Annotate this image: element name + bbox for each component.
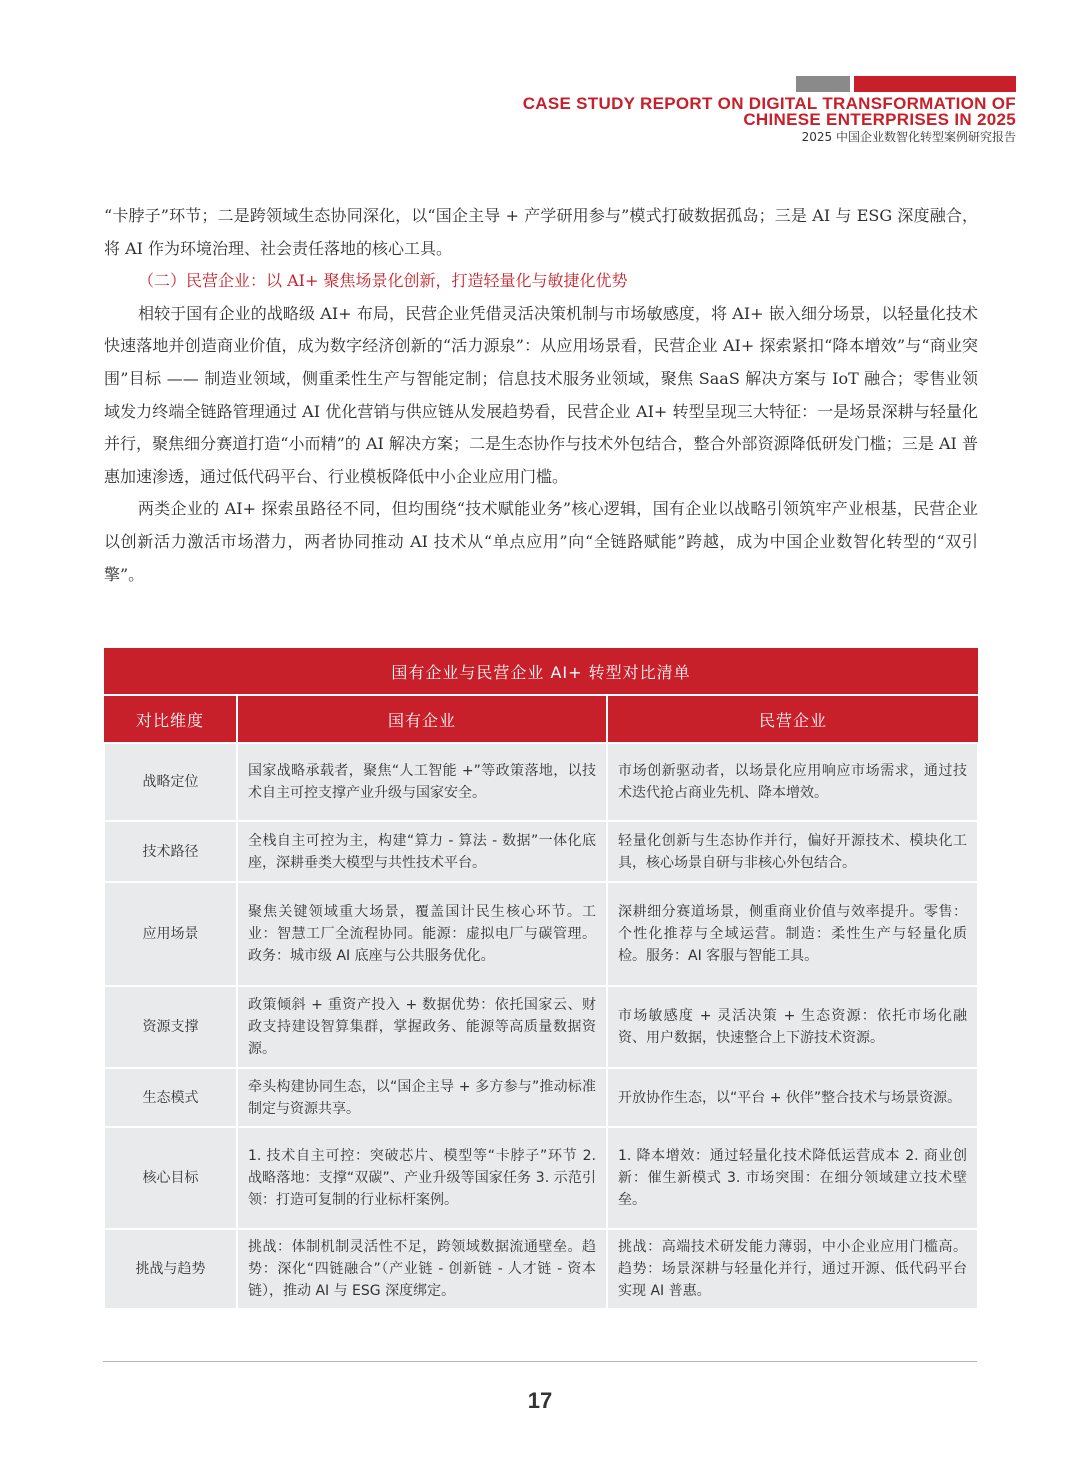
row-dimension: 应用场景 [104,882,237,986]
row-private-cell: 市场敏感度 + 灵活决策 + 生态资源：依托市场化融资、用户数据，快速整合上下游技术资源。 [607,986,978,1068]
header-red-bar [854,76,1016,92]
row-private-cell: 1. 降本增效：通过轻量化技术降低运营成本 2. 商业创新：催生新模式 3. 市场突围：在细分领域建立技术壁垒。 [607,1127,978,1229]
report-header [523,96,1016,144]
row-dimension: 资源支撑 [104,986,237,1068]
row-private-cell: 轻量化创新与生态协作并行，偏好开源技术、模块化工具，核心场景自研与非核心外包结合。 [607,821,978,882]
row-private-cell: 挑战：高端技术研发能力薄弱，中小企业应用门槛高。趋势：场景深耕与轻量化并行，通过开源、低代码平台实现 AI 普惠。 [607,1229,978,1309]
row-soe-cell: 国家战略承载者，聚焦“人工智能 +”等政策落地，以技术自主可控支撑产业升级与国家安全。 [237,743,607,821]
row-soe-cell: 政策倾斜 + 重资产投入 + 数据优势：依托国家云、财政支持建设智算集群，掌握政务、能源等高质量数据资源。 [237,986,607,1068]
row-soe-cell: 挑战：体制机制灵活性不足，跨领域数据流通壁垒。趋势：深化“四链融合”（产业链 - 创新链 - 人才链 - 资本链），推动 AI 与 ESG 深度绑定。 [237,1229,607,1309]
row-dimension: 战略定位 [104,743,237,821]
table-row [104,821,978,882]
header-decoration [796,76,1016,92]
row-dimension: 技术路径 [104,821,237,882]
section-heading: （二）民营企业：以 AI+ 聚焦场景化创新，打造轻量化与敏捷化优势 [138,271,628,291]
table-row [104,882,978,986]
row-dimension: 挑战与趋势 [104,1229,237,1309]
page-number: 17 [527,1388,553,1413]
row-soe-cell: 牵头构建协同生态，以“国企主导 + 多方参与”推动标准制定与资源共享。 [237,1068,607,1127]
header-gray-bar [796,76,850,92]
footer-divider [103,1361,977,1362]
paragraph-3: 两类企业的 AI+ 探索虽路径不同，但均围绕“技术赋能业务”核心逻辑，国有企业以战略引领筑牢产业根基，民营企业以创新活力激活市场潜力，两者协同推动 AI 技术从“单点应用”向“全链路赋能”跨越，成为中国企业数智化转型的“双引擎”。 [104,499,978,584]
paragraph-2: 相较于国有企业的战略级 AI+ 布局，民营企业凭借灵活决策机制与市场敏感度，将 AI+ 嵌入细分场景，以轻量化技术快速落地并创造商业价值，成为数字经济创新的“活力源泉”：从应用场景看，民营企业 AI+ 探索紧扣“降本增效”与“商业突围”目标 —— 制造业领域，侧重柔性生产与智能定制；信息技术服务业领域，聚焦 SaaS 解决方案与 IoT 融合；零售业领域发力终端全链路管理通过 AI 优化营销与供应链从发展趋势看，民营企业 AI+ 转型呈现三大特征：一是场景深耕与轻量化并行，聚焦细分赛道打造“小而精”的 AI 解决方案；二是生态协作与技术外包结合，整合外部资源降低研发门槛；三是 AI 普惠加速渗透，通过低代码平台、行业模板降低中小企业应用门槛。 [104,303,978,486]
header-title-en-line1: CASE STUDY REPORT ON DIGITAL TRANSFORMATION OF [522,94,1016,113]
table-row [104,1127,978,1229]
table-row [104,743,978,821]
header-title-en-line2: CHINESE ENTERPRISES IN 2025 [743,110,1016,129]
body-text [104,200,978,591]
table-row [104,986,978,1068]
header-title-cn: 2025 中国企业数智化转型案例研究报告 [801,130,1016,144]
table-row [104,1229,978,1309]
column-header-private: 民营企业 [607,695,978,743]
row-private-cell: 深耕细分赛道场景，侧重商业价值与效率提升。零售：个性化推荐与全域运营。制造：柔性生产与轻量化质检。服务：AI 客服与智能工具。 [607,882,978,986]
row-private-cell: 市场创新驱动者，以场景化应用响应市场需求，通过技术迭代抢占商业先机、降本增效。 [607,743,978,821]
paragraph-1: “卡脖子”环节；二是跨领域生态协同深化，以“国企主导 + 产学研用参与”模式打破数据孤岛；三是 AI 与 ESG 深度融合，将 AI 作为环境治理、社会责任落地的核心工具。 [104,206,978,258]
row-soe-cell: 全栈自主可控为主，构建“算力 - 算法 - 数据”一体化底座，深耕垂类大模型与共性技术平台。 [237,821,607,882]
column-header-dimension: 对比维度 [104,695,237,743]
row-soe-cell: 聚焦关键领域重大场景，覆盖国计民生核心环节。工业：智慧工厂全流程协同。能源：虚拟电厂与碳管理。政务：城市级 AI 底座与公共服务优化。 [237,882,607,986]
column-header-soe: 国有企业 [237,695,607,743]
row-private-cell: 开放协作生态，以“平台 + 伙伴”整合技术与场景资源。 [607,1068,978,1127]
comparison-table [103,648,979,1310]
row-dimension: 生态模式 [104,1068,237,1127]
row-dimension: 核心目标 [104,1127,237,1229]
table-title: 国有企业与民营企业 AI+ 转型对比清单 [104,648,978,695]
row-soe-cell: 1. 技术自主可控：突破芯片、模型等“卡脖子”环节 2. 战略落地：支撑“双碳”、产业升级等国家任务 3. 示范引领：打造可复制的行业标杆案例。 [237,1127,607,1229]
table-row [104,1068,978,1127]
